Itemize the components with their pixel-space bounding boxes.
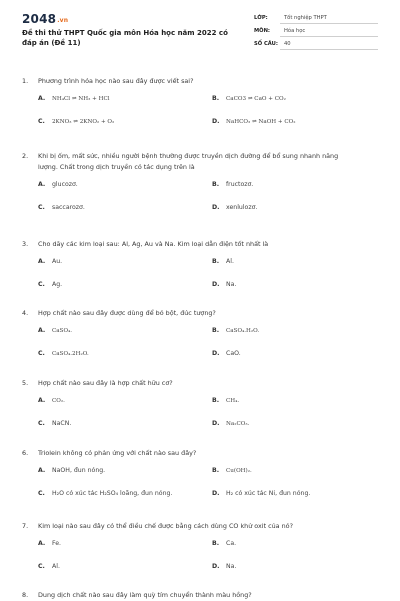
- answer-option-c[interactable]: [38, 420, 71, 427]
- answer-option-d[interactable]: [212, 204, 257, 211]
- answer-option-d[interactable]: [212, 563, 236, 570]
- question-number: 7.: [22, 522, 29, 530]
- answer-option-c[interactable]: [38, 563, 60, 570]
- answer-option-a[interactable]: [38, 540, 61, 547]
- option-text: CaSO₄.: [52, 328, 73, 334]
- option-letter: B.: [212, 397, 220, 404]
- question-number: 6.: [22, 449, 29, 457]
- option-text: CaSO₄.H₂O.: [226, 328, 260, 334]
- answer-option-a[interactable]: [38, 327, 72, 334]
- meta-label: SỐ CÂU:: [254, 41, 278, 47]
- question-line: Hợp chất nào sau đây là hợp chất hữu cơ?: [38, 379, 173, 387]
- option-letter: D.: [212, 490, 220, 497]
- meta-label: MÔN:: [254, 28, 270, 34]
- option-text: CH₄.: [226, 398, 240, 404]
- option-letter: D.: [212, 281, 220, 288]
- option-letter: C.: [38, 118, 45, 125]
- option-letter: A.: [38, 327, 46, 334]
- question-text: [22, 448, 377, 459]
- question-line: Cho dãy các kim loại sau: Al, Ag, Au và Na. Kim loại dẫn điện tốt nhất là: [38, 240, 269, 248]
- option-text: CaCO3 ⇌ CaO + CO₂: [226, 96, 286, 102]
- option-text: NaOH, đun nóng.: [52, 467, 106, 474]
- option-letter: B.: [212, 258, 220, 265]
- option-text: fructozơ.: [226, 181, 254, 188]
- answer-option-b[interactable]: [212, 181, 253, 188]
- question-line: lượng. Chất trong dịch truyền có tác dụng trên là: [38, 163, 195, 171]
- answer-option-b[interactable]: [212, 95, 286, 102]
- answer-option-a[interactable]: [38, 95, 110, 102]
- option-letter: B.: [212, 181, 220, 188]
- option-text: Fe.: [52, 540, 61, 547]
- question-number: 5.: [22, 379, 29, 387]
- meta-row-subject: [254, 25, 378, 38]
- option-letter: A.: [38, 95, 46, 102]
- question-text: [22, 308, 377, 319]
- option-text: Ag.: [52, 281, 63, 288]
- answer-option-b[interactable]: [212, 327, 259, 334]
- answer-option-d[interactable]: [212, 350, 241, 357]
- option-letter: B.: [212, 540, 220, 547]
- option-text: Al.: [52, 563, 60, 570]
- option-letter: A.: [38, 181, 46, 188]
- option-text: Na.: [226, 281, 237, 288]
- answer-option-c[interactable]: [38, 281, 62, 288]
- option-text: NaHCO₃ ⇌ NaOH + CO₂: [226, 119, 296, 125]
- question-line: Phương trình hóa học nào sau đây được viết sai?: [38, 77, 194, 85]
- question-line: Kim loại nào sau đây có thể điều chế được bằng cách dùng CO khử oxit của nó?: [38, 522, 293, 530]
- answer-option-c[interactable]: [38, 350, 89, 357]
- answer-option-d[interactable]: [212, 490, 310, 497]
- question-number: 8.: [22, 591, 29, 599]
- option-text: Na.: [226, 563, 237, 570]
- site-logo[interactable]: [22, 12, 68, 26]
- question-line: Hợp chất nào sau đây được dùng để bó bột, đúc tượng?: [38, 309, 216, 317]
- option-text: Au.: [52, 258, 63, 265]
- meta-value: Hóa học: [284, 28, 306, 34]
- option-text: CO₂.: [52, 398, 65, 404]
- answer-option-d[interactable]: [212, 281, 236, 288]
- answer-option-a[interactable]: [38, 181, 78, 188]
- answer-option-c[interactable]: [38, 204, 85, 211]
- question-line: Dung dịch chất nào sau đây làm quỳ tím chuyển thành màu hồng?: [38, 591, 252, 599]
- document-title: Đề thi thử THPT Quốc gia môn Hóa học năm 2022 có đáp án (Đề 11): [22, 29, 228, 47]
- meta-value: Tốt nghiệp THPT: [284, 15, 327, 21]
- meta-row-count: [254, 38, 378, 51]
- option-letter: C.: [38, 204, 45, 211]
- page-header: [0, 0, 400, 62]
- option-letter: C.: [38, 350, 45, 357]
- logo-text: 2048: [22, 12, 57, 26]
- question-text: [22, 378, 377, 389]
- question-line: Khi bị ốm, mất sức, nhiều người bệnh thường được truyền dịch đường để bổ sung nhanh năng: [38, 152, 339, 160]
- option-text: CaO.: [226, 350, 241, 357]
- meta-underline: [280, 23, 378, 24]
- answer-option-b[interactable]: [212, 467, 252, 474]
- question-number: 2.: [22, 152, 29, 160]
- question-number: 3.: [22, 240, 29, 248]
- option-letter: D.: [212, 118, 220, 125]
- option-text: xenlulozơ.: [226, 204, 258, 211]
- option-letter: C.: [38, 563, 45, 570]
- option-letter: D.: [212, 350, 220, 357]
- option-letter: A.: [38, 540, 46, 547]
- option-text: 2KNO₃ ⇌ 2KNO₂ + O₂: [52, 119, 115, 125]
- option-letter: D.: [212, 420, 220, 427]
- meta-underline: [280, 36, 378, 37]
- option-text: Al.: [226, 258, 234, 265]
- answer-option-a[interactable]: [38, 397, 65, 404]
- option-letter: C.: [38, 281, 45, 288]
- answer-option-b[interactable]: [212, 397, 239, 404]
- option-letter: C.: [38, 490, 45, 497]
- question-line: Triolein không có phản ứng với chất nào sau đây?: [38, 449, 197, 457]
- option-text: H₂ có xúc tác Ni, đun nóng.: [226, 490, 311, 497]
- answer-option-a[interactable]: [38, 258, 62, 265]
- meta-label: LỚP:: [254, 15, 268, 21]
- option-text: Cu(OH)₂.: [226, 468, 252, 474]
- option-letter: A.: [38, 397, 46, 404]
- question-text: [22, 76, 377, 87]
- meta-row-class: [254, 12, 378, 25]
- question-number: 4.: [22, 309, 29, 317]
- meta-underline: [280, 49, 378, 50]
- option-letter: A.: [38, 258, 46, 265]
- option-text: CaSO₄.2H₂O.: [52, 351, 89, 357]
- answer-option-a[interactable]: [38, 467, 105, 474]
- option-letter: B.: [212, 467, 220, 474]
- meta-value: 40: [284, 41, 291, 47]
- option-letter: D.: [212, 204, 220, 211]
- logo-suffix: .vn: [57, 17, 69, 24]
- option-letter: C.: [38, 420, 45, 427]
- option-text: H₂O có xúc tác H₂SO₄ loãng, đun nóng.: [52, 490, 173, 497]
- option-text: NaCN.: [52, 420, 72, 427]
- answer-option-b[interactable]: [212, 258, 234, 265]
- option-letter: B.: [212, 327, 220, 334]
- question-text: [22, 151, 377, 173]
- answer-option-d[interactable]: [212, 420, 249, 427]
- meta-info: [254, 12, 378, 51]
- option-text: Ca.: [226, 540, 237, 547]
- answer-option-b[interactable]: [212, 540, 236, 547]
- option-letter: B.: [212, 95, 220, 102]
- question-text: [22, 521, 377, 532]
- option-text: saccarozơ.: [52, 204, 85, 211]
- question-text: [22, 590, 377, 601]
- question-number: 1.: [22, 77, 29, 85]
- option-text: glucozơ.: [52, 181, 78, 188]
- answer-option-d[interactable]: [212, 118, 296, 125]
- option-letter: D.: [212, 563, 220, 570]
- option-text: NH₄Cl ⇌ NH₃ + HCl: [52, 96, 110, 102]
- option-text: Na₂CO₃.: [226, 421, 250, 427]
- option-letter: A.: [38, 467, 46, 474]
- question-text: [22, 239, 377, 250]
- answer-option-c[interactable]: [38, 490, 172, 497]
- answer-option-c[interactable]: [38, 118, 114, 125]
